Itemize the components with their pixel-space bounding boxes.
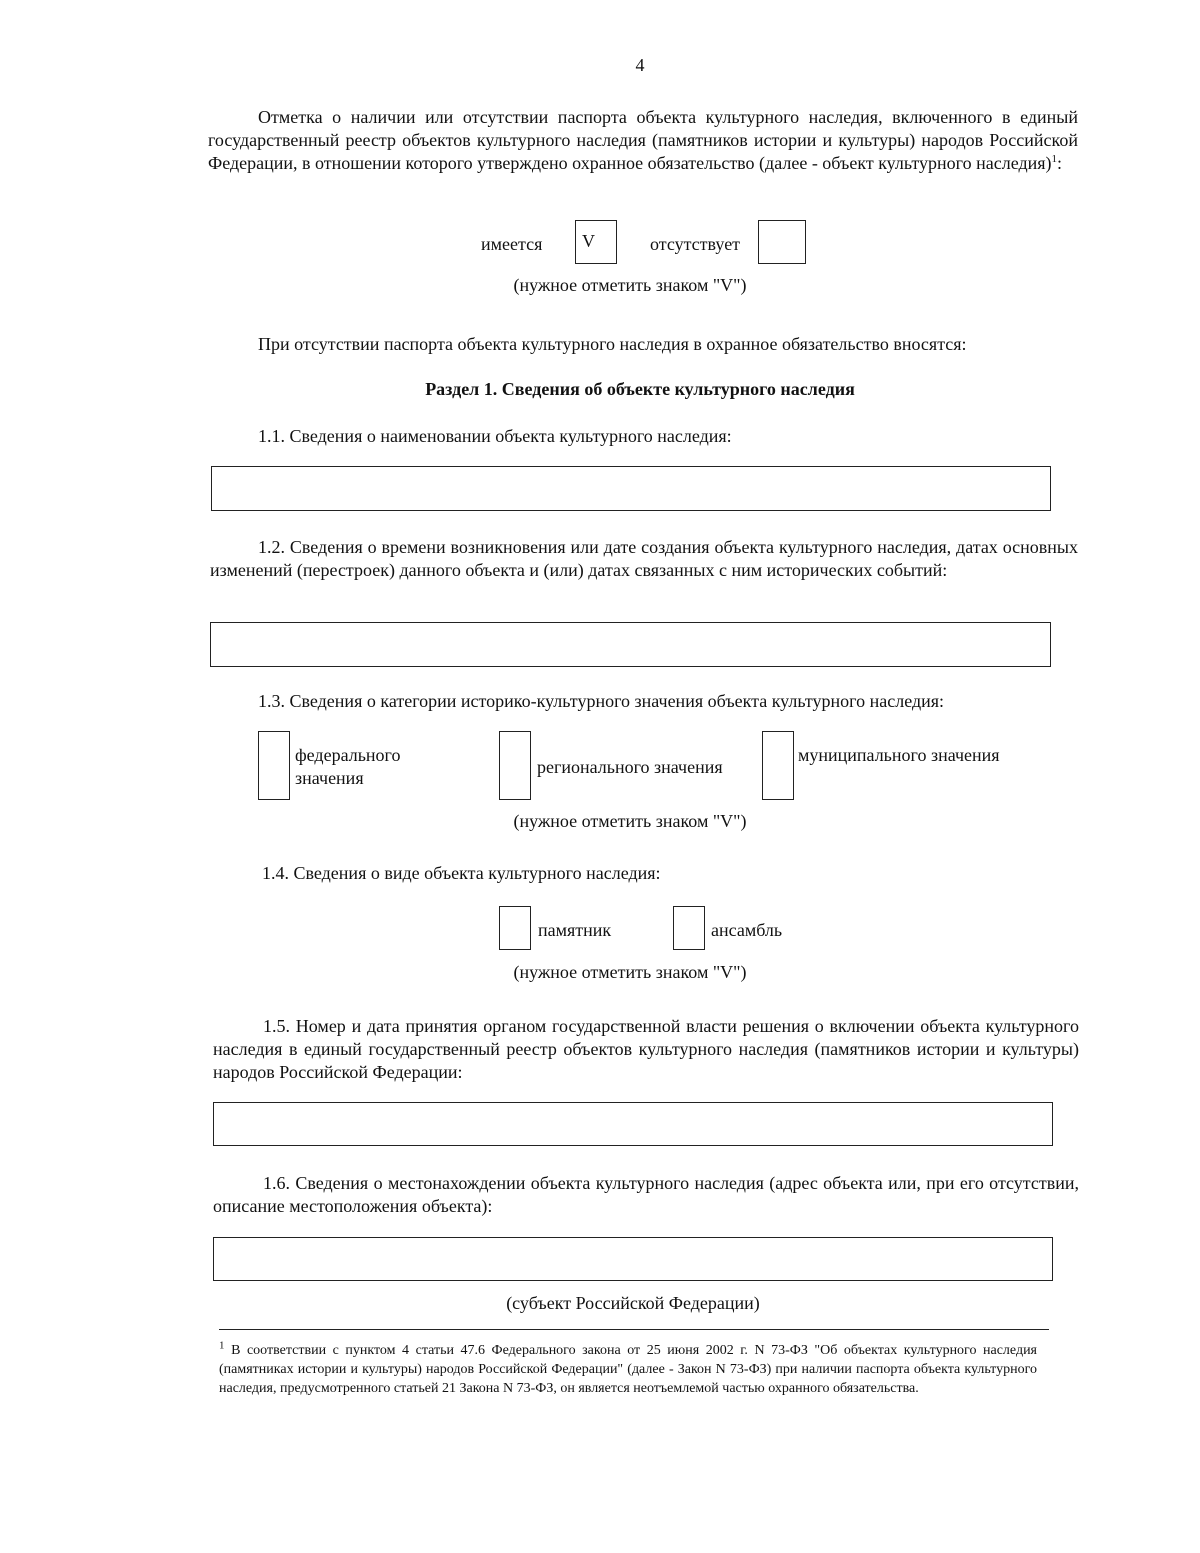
intro-text: Отметка о наличии или отсутствии паспорта объекта культурного наследия, включенного в единый государственный реестр объектов культурного наследия (памятников истории и культуры) народов Российской Федерации, в отношении которого утверждено охранное обязательство (далее - объект культурного наследия) — [208, 107, 1078, 173]
footnote-ref: 1 — [1051, 153, 1058, 165]
footnote — [219, 1341, 1037, 1398]
mark-hint-kind: (нужное отметить знаком "V") — [513, 962, 747, 982]
item-1-5: 1.5. Номер и дата принятия органом государственной власти решения о включении объекта культурного наследия в единый государственный реестр объектов культурного наследия (памятников истории и культуры) народов Российской Федерации: — [213, 1016, 1079, 1082]
location-caption: (субъект Российской Федерации) — [506, 1293, 760, 1313]
passport-has-checkbox[interactable]: V — [575, 220, 617, 264]
passport-absent-checkbox[interactable] — [758, 220, 806, 264]
mark-hint: (нужное отметить знаком "V") — [513, 275, 747, 295]
absence-note: При отсутствии паспорта объекта культурного наследия в охранное обязательство вносятся: — [258, 334, 967, 354]
municipal-checkbox[interactable] — [762, 731, 794, 800]
regional-checkbox[interactable] — [499, 731, 531, 800]
monument-checkbox[interactable] — [499, 906, 531, 950]
federal-checkbox[interactable] — [258, 731, 290, 800]
municipal-label: муниципального значения — [798, 745, 1000, 765]
intro-trailing: : — [1057, 153, 1063, 173]
passport-absent-label: отсутствует — [650, 234, 741, 254]
item-1-4: 1.4. Сведения о виде объекта культурного наследия: — [262, 863, 661, 883]
ensemble-checkbox[interactable] — [673, 906, 705, 950]
mark-hint-category: (нужное отметить знаком "V") — [513, 811, 747, 831]
regional-label: регионального значения — [537, 757, 723, 777]
page-number: 4 — [635, 55, 645, 75]
federal-label-line2: значения — [295, 768, 364, 788]
federal-label-line1: федерального — [295, 745, 401, 765]
item-1-3: 1.3. Сведения о категории историко-культурного значения объекта культурного наследия: — [258, 691, 945, 711]
object-name-field[interactable] — [211, 466, 1051, 511]
passport-has-label: имеется — [481, 234, 543, 254]
item-1-6: 1.6. Сведения о местонахождении объекта культурного наследия (адрес объекта или, при его отсутствии, описание местоположения объекта): — [213, 1173, 1079, 1216]
section-title: Раздел 1. Сведения об объекте культурного наследия — [425, 379, 855, 399]
intro-paragraph — [208, 106, 1078, 175]
footnote-text: В соответствии с пунктом 4 статьи 47.6 Федерального закона от 25 июня 2002 г. N 73-ФЗ "Об объектах культурного наследия (памятниках истории и культуры) народов Российской Федерации" (далее - Закон N 73-ФЗ) при наличии паспорта объекта культурного наследия, предусмотренного статьей 21 Закона N 73-ФЗ, он является неотъемлемой частью охранного обязательства. — [219, 1343, 1037, 1396]
registry-decision-field[interactable] — [213, 1102, 1053, 1146]
footnote-marker: 1 — [219, 1339, 225, 1352]
item-1-1: 1.1. Сведения о наименовании объекта культурного наследия: — [258, 426, 732, 446]
monument-label: памятник — [538, 920, 612, 940]
footnote-rule — [219, 1329, 1049, 1330]
ensemble-label: ансамбль — [711, 920, 783, 940]
location-field[interactable] — [213, 1237, 1053, 1281]
federal-label — [295, 744, 400, 790]
creation-dates-field[interactable] — [210, 622, 1051, 667]
item-1-2: 1.2. Сведения о времени возникновения или дате создания объекта культурного наследия, датах основных изменений (перестроек) данного объекта и (или) датах связанных с ним исторических событий: — [210, 537, 1078, 580]
